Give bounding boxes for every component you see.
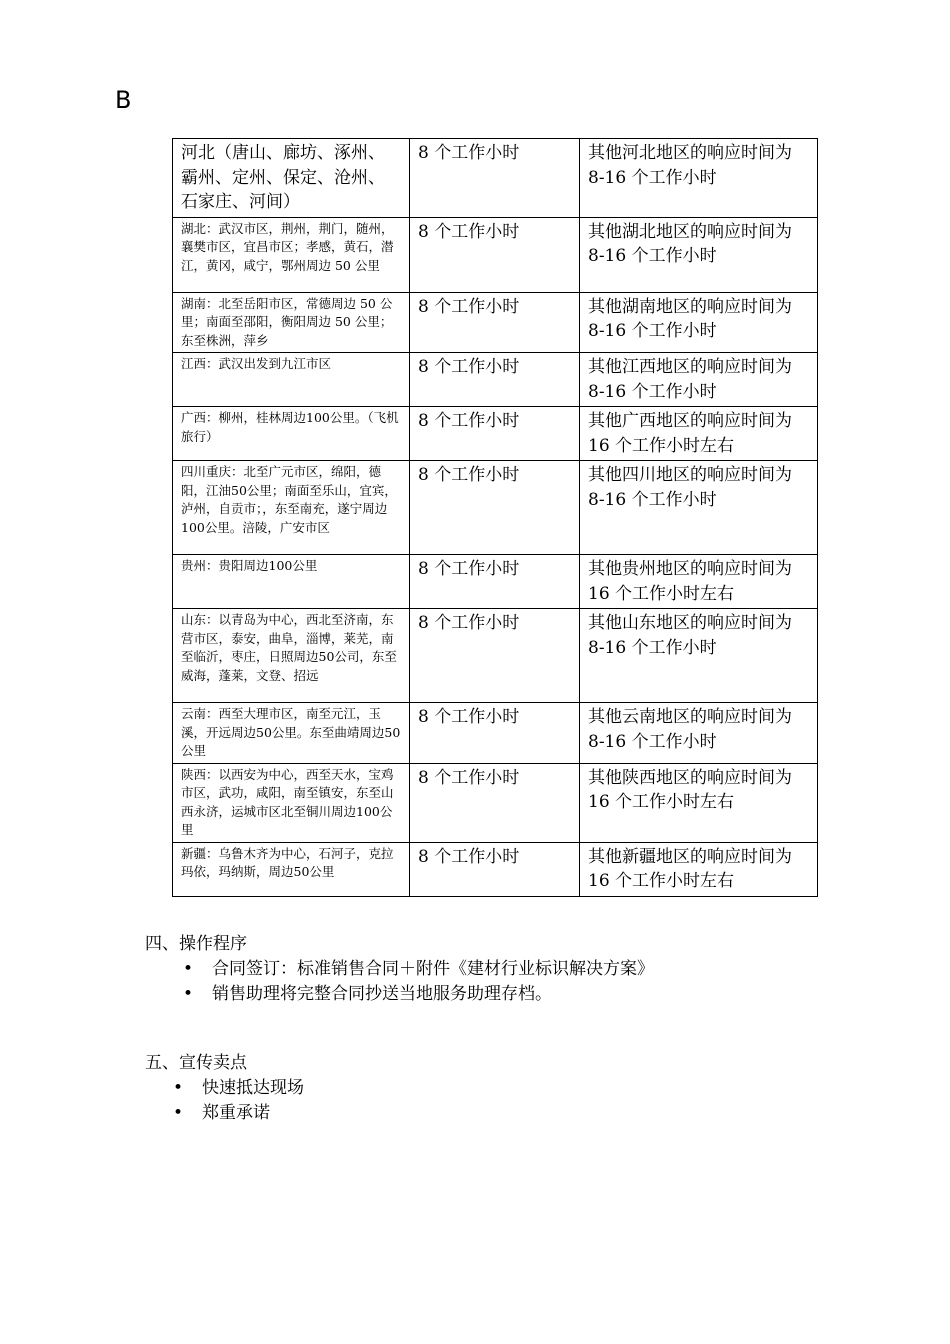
region-cell: 四川重庆：北至广元市区，绵阳，德阳，江油50公里；南面至乐山，宜宾，泸州，自贡市；，东至南充，遂宁周边100公里。涪陵，广安市区 (173, 461, 410, 555)
response-time-cell: 8 个工作小时 (410, 139, 580, 218)
response-time-cell: 8 个工作小时 (410, 407, 580, 461)
table-row (173, 353, 818, 407)
region-cell: 湖北：武汉市区，荆州，荆门，随州，襄樊市区，宜昌市区；孝感，黄石，潜江，黄冈，咸宁，鄂州周边 50 公里 (173, 217, 410, 292)
list-item (145, 1101, 545, 1126)
bullet-list (145, 957, 845, 1006)
other-area-cell: 其他新疆地区的响应时间为 16 个工作小时左右 (580, 842, 818, 896)
list-item (145, 957, 845, 982)
response-time-cell: 8 个工作小时 (410, 217, 580, 292)
table-row (173, 842, 818, 896)
other-area-cell: 其他湖南地区的响应时间为 8-16 个工作小时 (580, 292, 818, 353)
table-row (173, 555, 818, 609)
response-time-cell: 8 个工作小时 (410, 703, 580, 764)
bullet-icon: • (183, 983, 194, 1004)
response-time-table (172, 138, 818, 897)
region-cell: 湖南：北至岳阳市区，常德周边 50 公里；南面至邵阳，衡阳周边 50 公里；东至株洲，萍乡 (173, 292, 410, 353)
response-time-cell: 8 个工作小时 (410, 609, 580, 703)
response-time-cell: 8 个工作小时 (410, 763, 580, 842)
table-row (173, 407, 818, 461)
region-cell: 山东：以青岛为中心，西北至济南，东营市区，泰安，曲阜，淄博，莱芜，南至临沂，枣庄，日照周边50公司，东至威海，蓬莱，文登、招远 (173, 609, 410, 703)
other-area-cell: 其他江西地区的响应时间为 8-16 个工作小时 (580, 353, 818, 407)
region-cell: 新疆：乌鲁木齐为中心，石河子，克拉玛依，玛纳斯，周边50公里 (173, 842, 410, 896)
table-row (173, 139, 818, 218)
other-area-cell: 其他广西地区的响应时间为 16 个工作小时左右 (580, 407, 818, 461)
response-time-cell: 8 个工作小时 (410, 842, 580, 896)
region-cell: 贵州：贵阳周边100公里 (173, 555, 410, 609)
response-time-cell: 8 个工作小时 (410, 555, 580, 609)
response-time-cell: 8 个工作小时 (410, 461, 580, 555)
page-letter: B (115, 86, 132, 114)
table-row (173, 763, 818, 842)
response-time-cell: 8 个工作小时 (410, 292, 580, 353)
other-area-cell: 其他贵州地区的响应时间为 16 个工作小时左右 (580, 555, 818, 609)
table-row (173, 292, 818, 353)
section-heading: 五、宣传卖点 (145, 1053, 247, 1073)
table-row (173, 703, 818, 764)
region-cell: 陕西：以西安为中心，西至天水，宝鸡市区，武功，咸阳，南至镇安，东至山西永济，运城市区北至铜川周边100公里 (173, 763, 410, 842)
other-area-cell: 其他湖北地区的响应时间为 8-16 个工作小时 (580, 217, 818, 292)
other-area-cell: 其他山东地区的响应时间为 8-16 个工作小时 (580, 609, 818, 703)
list-item-text: 郑重承诺 (202, 1102, 270, 1123)
region-cell: 广西：柳州，桂林周边100公里。（飞机旅行） (173, 407, 410, 461)
other-area-cell: 其他云南地区的响应时间为 8-16 个工作小时 (580, 703, 818, 764)
list-item (145, 982, 845, 1007)
table-row (173, 217, 818, 292)
other-area-cell: 其他河北地区的响应时间为 8-16 个工作小时 (580, 139, 818, 218)
region-cell: 河北（唐山、廊坊、涿州、霸州、定州、保定、沧州、石家庄、河间） (173, 139, 410, 218)
other-area-cell: 其他陕西地区的响应时间为 16 个工作小时左右 (580, 763, 818, 842)
list-item-text: 合同签订：标准销售合同＋附件《建材行业标识解决方案》 (212, 959, 654, 979)
response-time-cell: 8 个工作小时 (410, 353, 580, 407)
list-item (145, 1076, 545, 1101)
table-row (173, 461, 818, 555)
other-area-cell: 其他四川地区的响应时间为 8-16 个工作小时 (580, 461, 818, 555)
bullet-icon: • (173, 1102, 184, 1123)
region-cell: 云南：西至大理市区，南至元江，玉溪，开远周边50公里。东至曲靖周边50公里 (173, 703, 410, 764)
bullet-icon: • (173, 1078, 184, 1098)
section-operation-procedure (145, 932, 845, 1006)
table-row (173, 609, 818, 703)
section-heading: 四、操作程序 (145, 934, 247, 954)
section-selling-points (145, 1051, 545, 1125)
bullet-list (145, 1076, 545, 1125)
bullet-icon: • (183, 959, 194, 979)
region-cell: 江西：武汉出发到九江市区 (173, 353, 410, 407)
list-item-text: 快速抵达现场 (202, 1078, 304, 1098)
list-item-text: 销售助理将完整合同抄送当地服务助理存档。 (212, 983, 552, 1004)
